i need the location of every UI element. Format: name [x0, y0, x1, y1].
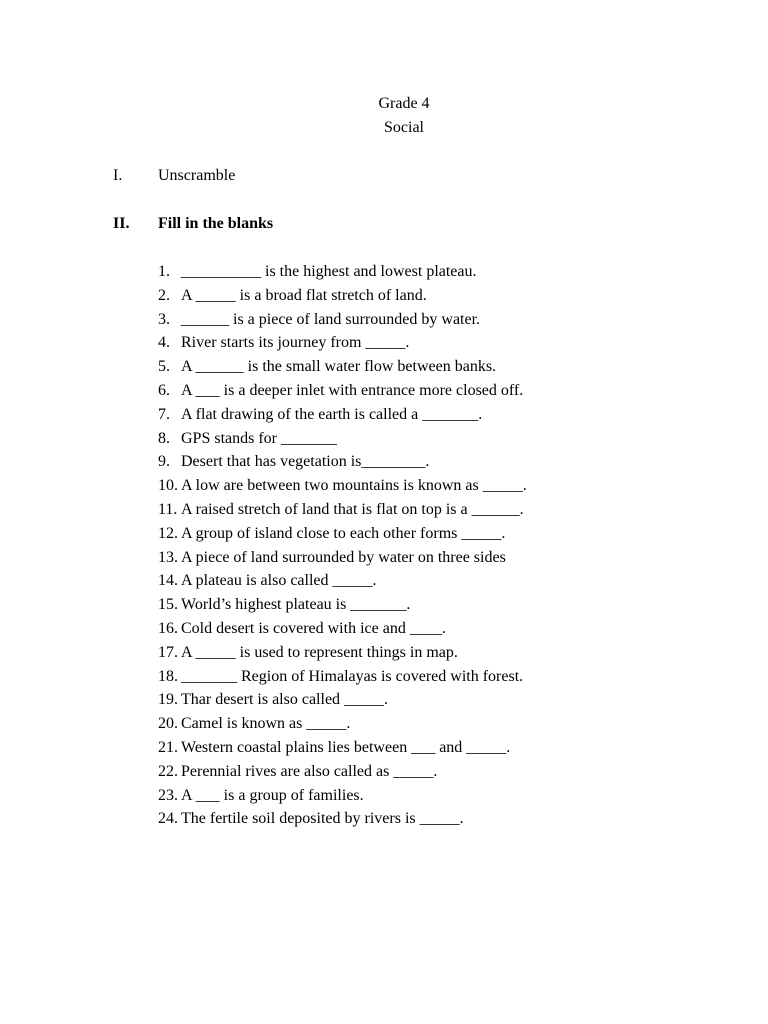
section-title: Unscramble — [158, 167, 236, 184]
question-text: A ______ is the small water flow between banks. — [181, 358, 497, 376]
question-number: 2. — [158, 286, 170, 304]
question-number: 3. — [158, 310, 170, 328]
question-number: 14. — [158, 572, 178, 590]
question-number: 21. — [158, 738, 178, 756]
question-number: 8. — [158, 429, 170, 447]
question-number: 11. — [158, 500, 178, 518]
question-text: A group of island close to each other forms _____. — [181, 524, 506, 542]
question-number: 24. — [158, 810, 178, 828]
question-number: 4. — [158, 334, 170, 352]
question-number: 12. — [158, 524, 178, 542]
question-text: A _____ is a broad flat stretch of land. — [181, 286, 427, 304]
question-text: A raised stretch of land that is flat on top is a ______. — [181, 500, 524, 518]
question-number: 22. — [158, 762, 178, 780]
question-text: River starts its journey from _____. — [181, 334, 410, 352]
question-number: 23. — [158, 786, 178, 804]
question-number: 1. — [158, 263, 170, 280]
section-number: II. — [113, 215, 130, 232]
section-title: Fill in the blanks — [158, 215, 274, 232]
question-text: Cold desert is covered with ice and ____. — [181, 619, 446, 637]
question-text: Desert that has vegetation is________. — [181, 453, 430, 471]
question-number: 13. — [158, 548, 178, 566]
question-text: A flat drawing of the earth is called a _______. — [181, 405, 483, 423]
question-text: World’s highest plateau is _______. — [181, 596, 411, 614]
question-text: _______ Region of Himalayas is covered with forest. — [181, 667, 524, 685]
grade-heading: Grade 4 — [378, 95, 430, 112]
question-number: 9. — [158, 453, 170, 471]
question-number: 6. — [158, 381, 170, 399]
question-text: Western coastal plains lies between ___ and _____. — [181, 738, 511, 756]
question-text: The fertile soil deposited by rivers is _____. — [181, 810, 464, 828]
question-number: 18. — [158, 667, 178, 685]
question-number: 17. — [158, 643, 178, 661]
subject-heading: Social — [384, 119, 424, 136]
question-number: 20. — [158, 715, 178, 733]
question-text: Camel is known as _____. — [181, 715, 351, 733]
question-text: A piece of land surrounded by water on three sides — [181, 548, 506, 566]
question-text: A plateau is also called _____. — [181, 572, 377, 590]
question-number: 19. — [158, 691, 178, 709]
question-text: A ___ is a group of families. — [181, 786, 364, 804]
question-number: 10. — [158, 477, 178, 495]
question-text: GPS stands for _______ — [181, 429, 338, 447]
question-text: Perennial rives are also called as _____. — [181, 762, 438, 780]
question-text: A low are between two mountains is known as _____. — [181, 477, 527, 495]
question-text: Thar desert is also called _____. — [181, 691, 389, 709]
question-text: __________ is the highest and lowest plateau. — [181, 263, 477, 280]
question-text: ______ is a piece of land surrounded by water. — [181, 310, 481, 328]
question-number: 15. — [158, 596, 178, 614]
question-text: A _____ is used to represent things in map. — [181, 643, 458, 661]
question-number: 7. — [158, 405, 170, 423]
question-number: 5. — [158, 358, 170, 376]
section-number: I. — [113, 167, 123, 184]
question-number: 16. — [158, 619, 178, 637]
question-text: A ___ is a deeper inlet with entrance more closed off. — [181, 381, 524, 399]
